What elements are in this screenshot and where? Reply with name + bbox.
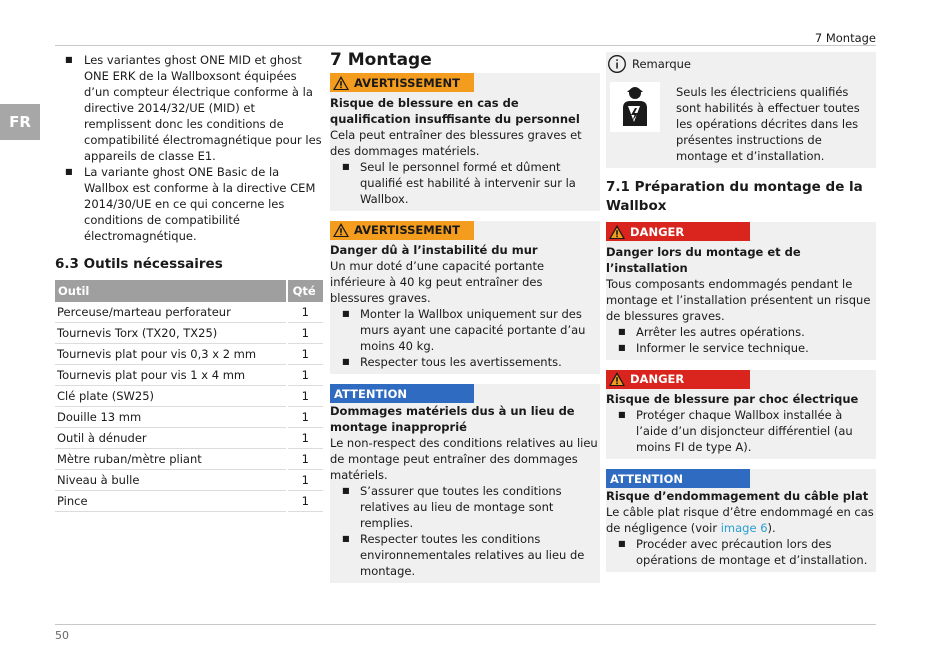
list-item: ■ Respecter toutes les conditions environnementales relatives au lieu de montage. bbox=[330, 531, 600, 579]
list-item: ■ Informer le service technique. bbox=[606, 340, 876, 356]
note-label: Remarque bbox=[632, 57, 691, 71]
table-row bbox=[55, 470, 323, 491]
tool-cell: Mètre ruban/mètre pliant bbox=[55, 449, 287, 470]
list-item: ■ Protéger chaque Wallbox installée à l’aide d’un disjoncteur différentiel (au moins FI de type A). bbox=[606, 407, 876, 455]
header-rule bbox=[55, 45, 876, 46]
tools-table bbox=[55, 280, 323, 512]
qty-cell: 1 bbox=[287, 323, 323, 344]
hazard-text: Le non-respect des conditions relatives au lieu de montage peut entraîner des dommages matériels. bbox=[330, 436, 598, 482]
warning-signal bbox=[330, 221, 474, 240]
table-row bbox=[55, 323, 323, 344]
table-row bbox=[55, 365, 323, 386]
hazard-text-part: ). bbox=[767, 521, 776, 535]
column-header-qty: Qté bbox=[287, 280, 323, 302]
tool-cell: Tournevis Torx (TX20, TX25) bbox=[55, 323, 287, 344]
warning-triangle-icon bbox=[608, 371, 626, 387]
qty-cell: 1 bbox=[287, 470, 323, 491]
table-row bbox=[55, 302, 323, 323]
list-item: ■ Seul le personnel formé et dûment qualifié est habilité à intervenir sur la Wallbox. bbox=[330, 159, 600, 207]
warning-triangle-icon bbox=[608, 224, 626, 240]
hazard-title: Dommages matériels dus à un lieu de montage inapproprié bbox=[330, 404, 575, 434]
hazard-text: Tous composants endommagés pendant le montage et l’installation présentent un risque de blessures graves. bbox=[606, 276, 871, 323]
signal-word: AVERTISSEMENT bbox=[354, 223, 461, 237]
qty-cell: 1 bbox=[287, 428, 323, 449]
qty-cell: 1 bbox=[287, 386, 323, 407]
attention-box-location bbox=[330, 384, 600, 583]
list-item: ■ Monter la Wallbox uniquement sur des murs ayant une capacité portante d’au moins 40 kg. bbox=[330, 306, 600, 354]
section-title: 7.1 Préparation du montage de la Wallbox bbox=[606, 179, 863, 214]
page-number: 50 bbox=[55, 629, 69, 642]
warning-triangle-icon bbox=[332, 222, 350, 238]
table-row bbox=[55, 386, 323, 407]
warning-triangle-icon bbox=[332, 75, 350, 91]
table-row bbox=[55, 344, 323, 365]
hazard-title: Risque d’endommagement du câble plat bbox=[606, 489, 869, 503]
signal-word: DANGER bbox=[630, 224, 685, 239]
signal-word: DANGER bbox=[630, 372, 685, 386]
column-header-tool: Outil bbox=[55, 280, 287, 302]
section-title: 6.3 Outils nécessaires bbox=[55, 256, 223, 272]
signal-word: AVERTISSEMENT bbox=[354, 75, 461, 90]
signal-word: ATTENTION bbox=[610, 471, 683, 486]
table-row bbox=[55, 449, 323, 470]
language-tab: FR bbox=[0, 104, 40, 140]
hazard-title: Risque de blessure par choc électrique bbox=[606, 392, 859, 406]
tool-cell: Tournevis plat pour vis 0,3 x 2 mm bbox=[55, 344, 287, 365]
column-right bbox=[606, 52, 876, 582]
tool-cell: Clé plate (SW25) bbox=[55, 386, 287, 407]
hazard-title: Danger lors du montage et de l’installation bbox=[606, 244, 801, 275]
column-left bbox=[55, 52, 323, 512]
image-reference-link[interactable]: image 6 bbox=[720, 521, 768, 535]
qty-cell: 1 bbox=[287, 491, 323, 512]
hazard-title: Risque de blessure en cas de qualification insuffisante du personnel bbox=[330, 95, 580, 126]
tool-cell: Tournevis plat pour vis 1 x 4 mm bbox=[55, 365, 287, 386]
chapter-title: 7 Montage bbox=[330, 50, 432, 70]
tool-cell: Pince bbox=[55, 491, 287, 512]
tool-cell: Douille 13 mm bbox=[55, 407, 287, 428]
warning-box-qualification bbox=[330, 73, 600, 211]
attention-box-cable bbox=[606, 469, 876, 572]
danger-signal bbox=[606, 370, 750, 389]
info-icon bbox=[607, 54, 627, 74]
qty-cell: 1 bbox=[287, 365, 323, 386]
list-item: ■ Les variantes ghost ONE MID et ghost ONE ERK de la Wallboxsont équipées d’un compteur électrique conforme à la directive 2014/32/UE (MID) et remplissent donc les conditions de compatibilité électromagnétique pour les appareils de classe E1. bbox=[55, 52, 323, 164]
hazard-title: Danger dû à l’instabilité du mur bbox=[330, 243, 538, 257]
hazard-text-part: Le câble plat risque d’être endommagé en cas de négligence (voir bbox=[606, 505, 874, 535]
attention-signal bbox=[606, 469, 750, 488]
table-row bbox=[55, 428, 323, 449]
footer-rule bbox=[55, 624, 876, 625]
hazard-text: Cela peut entraîner des blessures graves et des dommages matériels. bbox=[330, 127, 582, 158]
list-item: ■ La variante ghost ONE Basic de la Wallbox est conforme à la directive CEM 2014/30/UE en ce qui concerne les conditions de compatibilité électromagnétique. bbox=[55, 164, 323, 244]
signal-word: ATTENTION bbox=[334, 386, 407, 401]
qty-cell: 1 bbox=[287, 449, 323, 470]
column-middle bbox=[330, 52, 600, 593]
attention-signal bbox=[330, 384, 474, 403]
qty-cell: 1 bbox=[287, 407, 323, 428]
list-item: ■ Procéder avec précaution lors des opérations de montage et d’installation. bbox=[606, 536, 876, 568]
list-item: ■ Respecter tous les avertissements. bbox=[330, 354, 600, 370]
list-item: ■ Arrêter les autres opérations. bbox=[606, 324, 876, 340]
note-text: Seuls les électriciens qualifiés sont habilités à effectuer toutes les opérations décrites dans les présentes instructions de montage et d’installation. bbox=[676, 85, 860, 163]
electrician-icon bbox=[610, 82, 660, 132]
danger-box-installation bbox=[606, 222, 876, 360]
note-box bbox=[606, 52, 876, 168]
qty-cell: 1 bbox=[287, 344, 323, 365]
tool-cell: Perceuse/marteau perforateur bbox=[55, 302, 287, 323]
table-header-row bbox=[55, 280, 323, 302]
qty-cell: 1 bbox=[287, 302, 323, 323]
danger-signal bbox=[606, 222, 750, 241]
table-row bbox=[55, 407, 323, 428]
running-header: 7 Montage bbox=[814, 31, 876, 45]
hazard-text: Un mur doté d’une capacité portante inférieure à 40 kg peut entraîner des blessures graves. bbox=[330, 259, 545, 305]
table-row bbox=[55, 491, 323, 512]
tool-cell: Niveau à bulle bbox=[55, 470, 287, 491]
list-item: ■ S’assurer que toutes les conditions relatives au lieu de montage sont remplies. bbox=[330, 483, 600, 531]
hazard-text bbox=[606, 504, 876, 536]
danger-box-electric bbox=[606, 370, 876, 460]
warning-box-wall bbox=[330, 221, 600, 375]
warning-signal bbox=[330, 73, 474, 92]
conformity-list bbox=[55, 52, 323, 244]
tool-cell: Outil à dénuder bbox=[55, 428, 287, 449]
